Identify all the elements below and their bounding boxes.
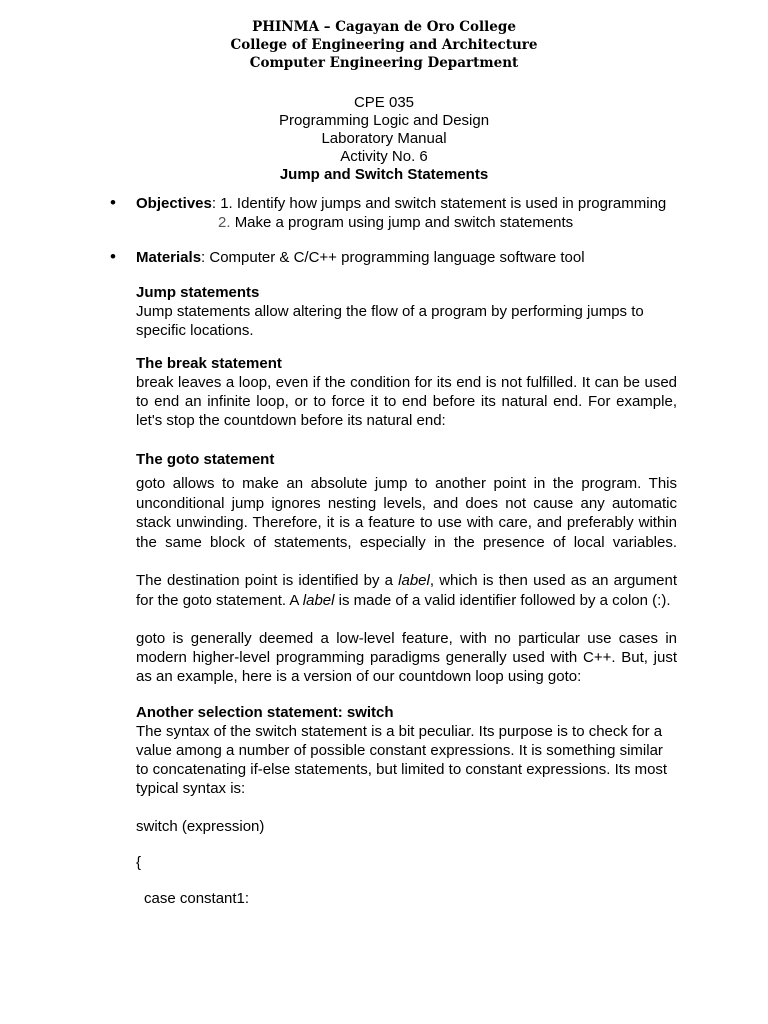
switch-line-3: to concatenating if-else statements, but limited to constant expressions. Its most bbox=[136, 761, 668, 778]
institution-name: PHINMA – Cagayan de Oro College bbox=[252, 19, 516, 35]
switch-statement-section bbox=[136, 703, 677, 798]
objectives-bullet: • bbox=[110, 193, 116, 212]
goto-p2-line-1-a: The destination point is identified by a bbox=[136, 572, 399, 589]
objective-1-number: 1. bbox=[220, 195, 233, 212]
switch-code-line-2: { bbox=[136, 854, 142, 871]
objectives-separator: : bbox=[211, 195, 221, 212]
break-statement-line-2: to end an infinite loop, or to force it to end before its natural end. For example, bbox=[136, 393, 677, 410]
goto-statement-heading: The goto statement bbox=[136, 451, 275, 468]
manual-label: Laboratory Manual bbox=[321, 130, 447, 147]
goto-p1-line-2: unconditional jump ignores nesting levels, and does not cause any automatic bbox=[136, 494, 677, 512]
objectives-line-2 bbox=[218, 213, 573, 232]
goto-p3-line-3: as an example, here is a version of our countdown loop using goto: bbox=[136, 668, 582, 685]
college-name: College of Engineering and Architecture bbox=[230, 37, 538, 53]
materials-bullet: • bbox=[110, 247, 116, 266]
goto-p3-line-1: goto is generally deemed a low-level feature, with no particular use cases in bbox=[136, 630, 677, 647]
label-term: label bbox=[398, 572, 430, 589]
break-statement-line-1: break leaves a loop, even if the condition for its end is not fulfilled. It can be used bbox=[136, 374, 677, 391]
jump-statements-line-2: specific locations. bbox=[136, 322, 254, 339]
jump-statements-heading: Jump statements bbox=[136, 284, 260, 301]
switch-line-2: value among a number of possible constant expressions. It is something similar bbox=[136, 742, 663, 759]
switch-line-4: typical syntax is: bbox=[136, 780, 246, 797]
objective-2-text: Make a program using jump and switch statements bbox=[234, 214, 574, 231]
break-statement-heading: The break statement bbox=[136, 355, 282, 372]
goto-statement-heading-block bbox=[136, 450, 677, 469]
goto-p2-line-1-b: , which is then used as an argument bbox=[429, 572, 677, 589]
materials-line bbox=[136, 248, 585, 267]
goto-paragraph-3 bbox=[136, 629, 677, 686]
switch-code-line-3: case constant1: bbox=[144, 890, 250, 907]
department-name: Computer Engineering Department bbox=[249, 55, 519, 71]
course-code: CPE 035 bbox=[353, 94, 415, 111]
goto-p1-line-3: stack unwinding. Therefore, it is a feature to use with care, and preferably within bbox=[136, 514, 677, 531]
goto-p2-line-2 bbox=[136, 591, 677, 611]
switch-line-1: The syntax of the switch statement is a bit peculiar. Its purpose is to check for a bbox=[136, 723, 663, 740]
goto-p2-line-2-b: is made of a valid identifier followed by a colon (:). bbox=[334, 592, 671, 609]
materials-text: : Computer & C/C++ programming language software tool bbox=[201, 249, 585, 266]
switch-code-line-1: switch (expression) bbox=[136, 818, 265, 835]
objectives-label: Objectives bbox=[136, 195, 212, 212]
course-name: Programming Logic and Design bbox=[278, 112, 490, 129]
jump-statements-line-1: Jump statements allow altering the flow of a program by performing jumps to bbox=[136, 303, 644, 320]
goto-paragraph-2 bbox=[136, 571, 677, 611]
goto-paragraph-1 bbox=[136, 474, 677, 552]
goto-p2-line-2-a: for the goto statement. A bbox=[136, 592, 303, 609]
goto-p1-line-4: the same block of statements, especially in the presence of local variables. bbox=[136, 533, 677, 551]
materials-label: Materials bbox=[136, 249, 202, 266]
goto-p1-line-1: goto allows to make an absolute jump to another point in the program. This bbox=[136, 475, 677, 492]
goto-p2-line-1 bbox=[136, 571, 677, 591]
jump-statements-section bbox=[136, 283, 677, 340]
break-statement-section bbox=[136, 354, 677, 430]
objective-1-text: Identify how jumps and switch statement is used in programming bbox=[236, 195, 667, 212]
switch-statement-heading: Another selection statement: switch bbox=[136, 704, 394, 721]
activity-number: Activity No. 6 bbox=[340, 148, 428, 165]
activity-title: Jump and Switch Statements bbox=[279, 166, 489, 183]
objective-2-number: 2. bbox=[218, 214, 231, 231]
goto-p3-line-2: modern higher-level programming paradigms generally used with C++. But, just bbox=[136, 649, 677, 666]
break-statement-line-3: let's stop the countdown before its natural end: bbox=[136, 412, 446, 429]
objectives-line-1 bbox=[136, 194, 666, 213]
label-term: label bbox=[302, 592, 335, 609]
